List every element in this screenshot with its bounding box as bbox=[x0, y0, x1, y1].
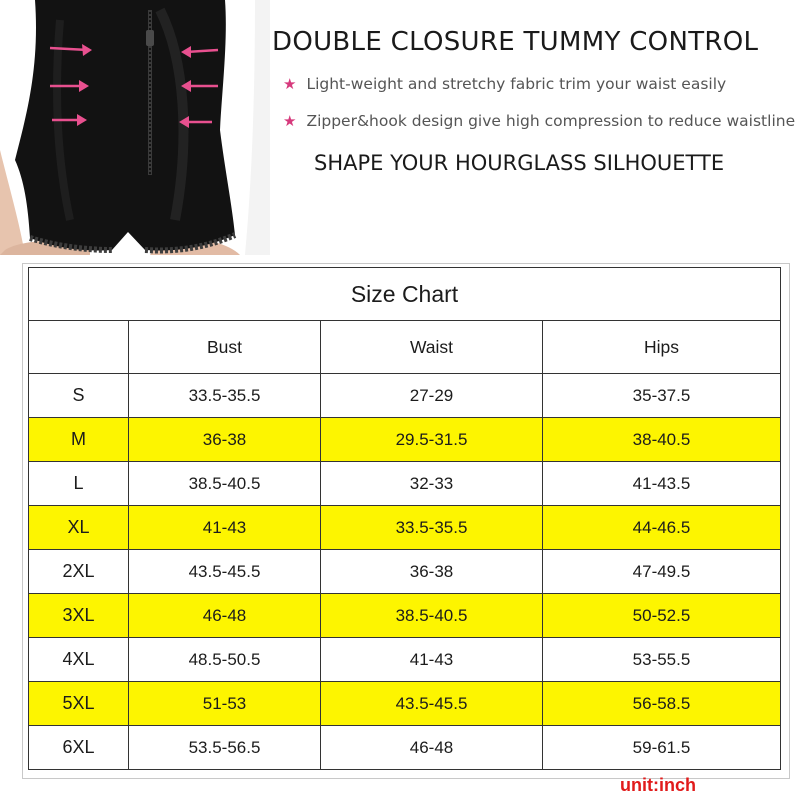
column-header-hips: Hips bbox=[543, 321, 781, 374]
size-cell: 6XL bbox=[29, 726, 129, 770]
table-row bbox=[29, 374, 781, 418]
product-photo bbox=[0, 0, 270, 255]
header-row bbox=[29, 321, 781, 374]
product-banner bbox=[0, 0, 800, 255]
bust-cell: 53.5-56.5 bbox=[129, 726, 321, 770]
hips-cell: 53-55.5 bbox=[543, 638, 781, 682]
waist-cell: 43.5-45.5 bbox=[321, 682, 543, 726]
waist-cell: 33.5-35.5 bbox=[321, 506, 543, 550]
bust-cell: 43.5-45.5 bbox=[129, 550, 321, 594]
bust-cell: 46-48 bbox=[129, 594, 321, 638]
waist-cell: 32-33 bbox=[321, 462, 543, 506]
waist-cell: 36-38 bbox=[321, 550, 543, 594]
table-row bbox=[29, 638, 781, 682]
feature-text: Zipper&hook design give high compression to reduce waistline bbox=[306, 112, 796, 130]
bust-cell: 41-43 bbox=[129, 506, 321, 550]
table-row bbox=[29, 462, 781, 506]
waist-cell: 29.5-31.5 bbox=[321, 418, 543, 462]
size-chart bbox=[28, 267, 780, 772]
bust-cell: 48.5-50.5 bbox=[129, 638, 321, 682]
column-header-waist: Waist bbox=[321, 321, 543, 374]
feature-text: Light-weight and stretchy fabric trim your waist easily bbox=[306, 75, 727, 93]
size-cell: L bbox=[29, 462, 129, 506]
size-cell: S bbox=[29, 374, 129, 418]
hips-cell: 44-46.5 bbox=[543, 506, 781, 550]
table-row bbox=[29, 726, 781, 770]
column-header-size bbox=[29, 321, 129, 374]
feature-item bbox=[283, 112, 795, 130]
table-row bbox=[29, 418, 781, 462]
bust-cell: 33.5-35.5 bbox=[129, 374, 321, 418]
hips-cell: 35-37.5 bbox=[543, 374, 781, 418]
table-row bbox=[29, 594, 781, 638]
tagline: SHAPE YOUR HOURGLASS SILHOUETTE bbox=[314, 151, 725, 175]
feature-item bbox=[283, 75, 726, 93]
bust-cell: 36-38 bbox=[129, 418, 321, 462]
star-icon: ★ bbox=[283, 75, 297, 93]
hips-cell: 59-61.5 bbox=[543, 726, 781, 770]
bust-cell: 51-53 bbox=[129, 682, 321, 726]
size-cell: 2XL bbox=[29, 550, 129, 594]
size-cell: M bbox=[29, 418, 129, 462]
hips-cell: 47-49.5 bbox=[543, 550, 781, 594]
size-cell: XL bbox=[29, 506, 129, 550]
waist-cell: 41-43 bbox=[321, 638, 543, 682]
table-row bbox=[29, 550, 781, 594]
size-chart-title: Size Chart bbox=[29, 268, 781, 321]
hips-cell: 41-43.5 bbox=[543, 462, 781, 506]
size-cell: 4XL bbox=[29, 638, 129, 682]
hips-cell: 38-40.5 bbox=[543, 418, 781, 462]
column-header-bust: Bust bbox=[129, 321, 321, 374]
headline: DOUBLE CLOSURE TUMMY CONTROL bbox=[272, 27, 759, 57]
waist-cell: 27-29 bbox=[321, 374, 543, 418]
hips-cell: 50-52.5 bbox=[543, 594, 781, 638]
waist-cell: 38.5-40.5 bbox=[321, 594, 543, 638]
hips-cell: 56-58.5 bbox=[543, 682, 781, 726]
waist-cell: 46-48 bbox=[321, 726, 543, 770]
table-row bbox=[29, 506, 781, 550]
table-row bbox=[29, 682, 781, 726]
unit-label: unit:inch bbox=[620, 775, 696, 795]
star-icon: ★ bbox=[283, 112, 297, 130]
size-chart-table bbox=[28, 267, 781, 770]
size-cell: 5XL bbox=[29, 682, 129, 726]
bust-cell: 38.5-40.5 bbox=[129, 462, 321, 506]
size-cell: 3XL bbox=[29, 594, 129, 638]
